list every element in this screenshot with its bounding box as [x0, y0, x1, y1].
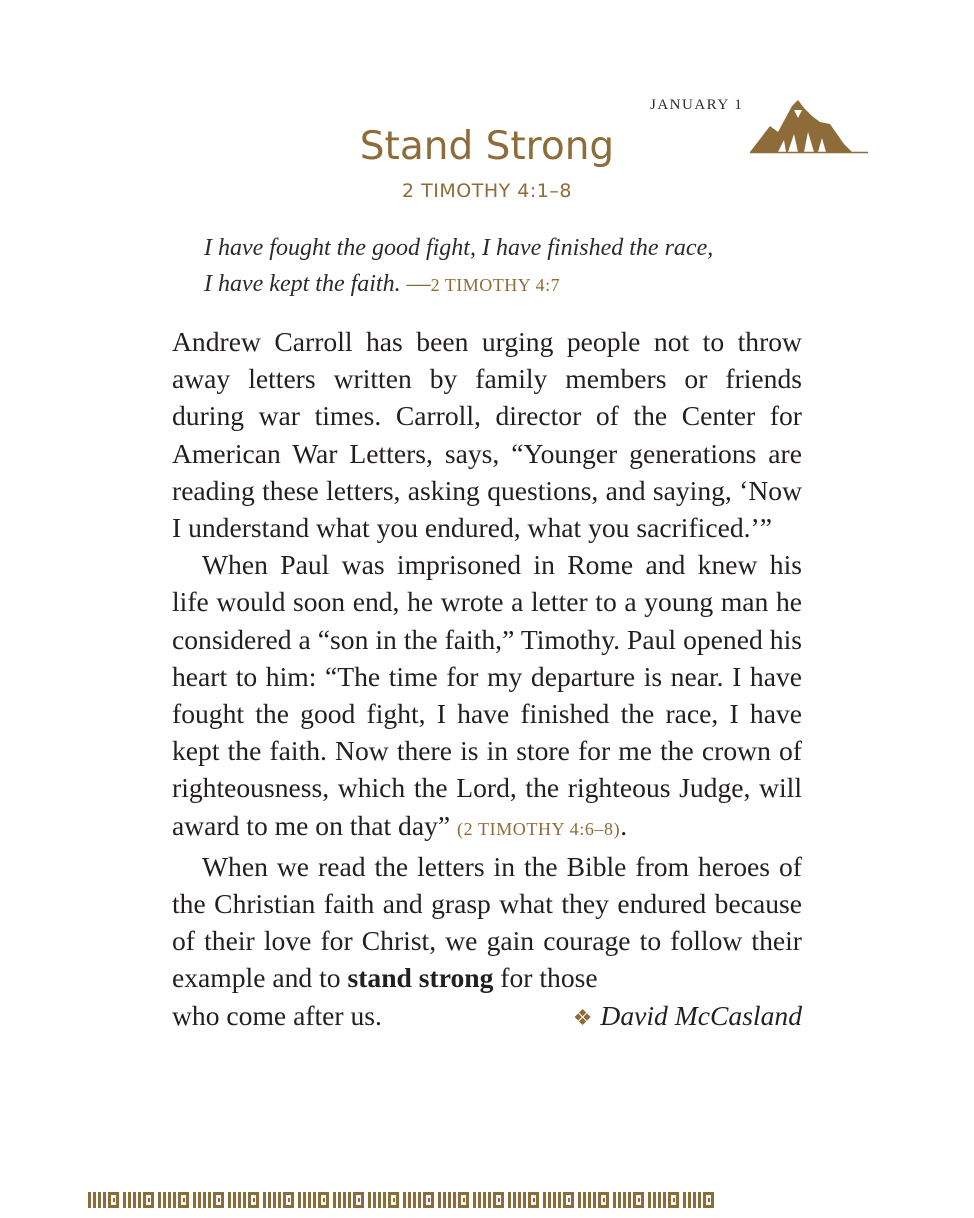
key-verse-line-1: I have fought the good fight, I have finished the race,	[204, 235, 714, 261]
border-segment	[683, 1192, 716, 1208]
page-title: Stand Strong	[359, 124, 615, 169]
scripture-reference: (2 TIMOTHY 4:6–8)	[457, 818, 621, 839]
border-segment	[578, 1192, 611, 1208]
key-verse	[204, 230, 824, 303]
greek-key-border-icon	[88, 1192, 868, 1208]
key-verse-reference: 2 TIMOTHY 4:7	[430, 275, 561, 295]
emphasis-text: stand strong	[347, 962, 494, 994]
border-segment	[298, 1192, 331, 1208]
key-verse-line-2: I have kept the faith. —2 TIMOTHY 4:7	[204, 271, 561, 297]
author-signature: ❖ David McCasland	[572, 999, 802, 1031]
border-segment	[228, 1192, 261, 1208]
border-segment	[438, 1192, 471, 1208]
border-segment	[508, 1192, 541, 1208]
border-segment	[403, 1192, 436, 1208]
border-segment	[333, 1192, 366, 1208]
border-segment	[368, 1192, 401, 1208]
date-label: JANUARY 1	[650, 97, 744, 113]
border-segment	[613, 1192, 646, 1208]
border-segment	[193, 1192, 226, 1208]
paragraph-1: Andrew Carroll has been urging people not to throw away letters written by family members or friends during war times. Carroll, director of the Center for American War Letters, says, “Younger generations are reading these letters, asking questions, and saying, ‘Now I understand what you endured, what you sacrificed.’”	[172, 326, 802, 544]
border-segment	[158, 1192, 191, 1208]
paragraph-3: When we read the letters in the Bible from heroes of the Christian faith and grasp what they endured because of their love for Christ, we gain courage to follow their example and to stand strong for those	[172, 850, 802, 994]
border-segment	[543, 1192, 576, 1208]
ornament-icon: ❖	[572, 1004, 593, 1030]
devotional-body	[172, 323, 802, 1036]
reading-reference: 2 TIMOTHY 4:1–8	[402, 180, 572, 202]
border-segment	[473, 1192, 506, 1208]
closing-line	[172, 997, 802, 1036]
border-segment	[648, 1192, 681, 1208]
paragraph-2: When Paul was imprisoned in Rome and knew his life would soon end, he wrote a letter to a young man he considered a “son in the faith,” Timothy. Paul opened his heart to him: “The time for my departure is near. I have fought the good fight, I have finished the race, I have kept the faith. Now there is in store for me the crown of righteousness, which the Lord, the righteous Judge, will award to me on that day” (2 TIMOTHY 4:6–8).	[172, 549, 802, 841]
closing-text: who come after us.	[172, 999, 382, 1031]
border-segment	[88, 1192, 121, 1208]
border-segment	[123, 1192, 156, 1208]
border-segment	[263, 1192, 296, 1208]
